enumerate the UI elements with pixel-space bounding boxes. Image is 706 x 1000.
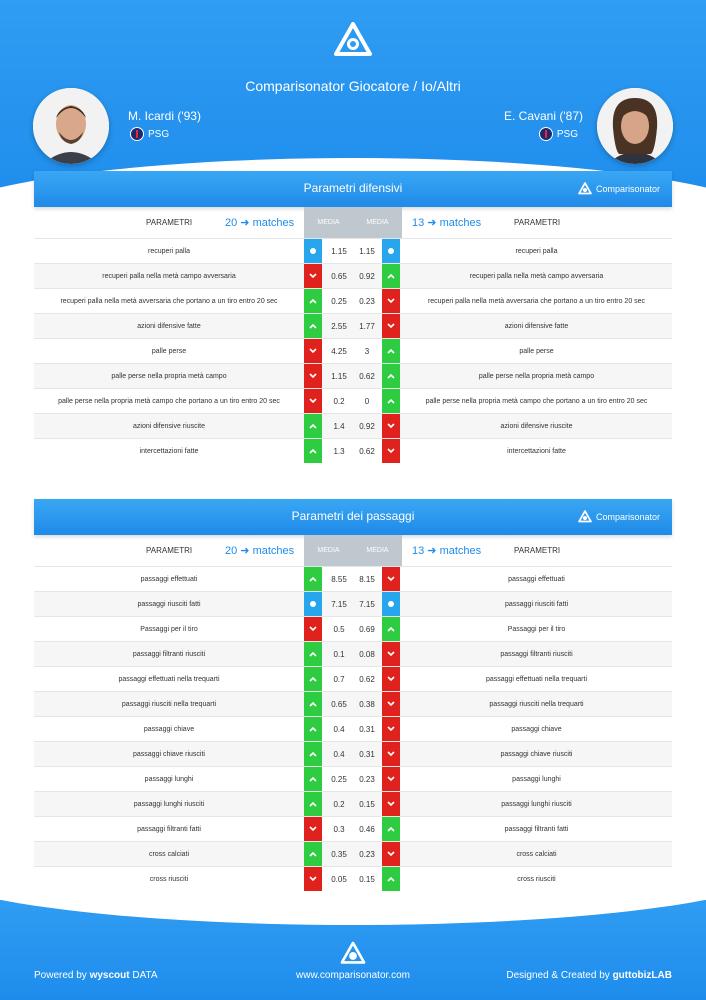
stat-label-left: azioni difensive fatte	[137, 323, 201, 330]
up-indicator-icon	[304, 842, 322, 866]
stat-row	[34, 791, 672, 816]
comparisonator-small-icon	[578, 182, 592, 196]
stat-label-left: Passaggi per il tiro	[140, 626, 198, 633]
player-right-club-label: PSG	[556, 128, 578, 140]
stat-value-left: 0.05	[331, 875, 347, 884]
stat-value-right: 0.92	[359, 272, 375, 281]
stat-label-right: azioni difensive fatte	[504, 323, 569, 330]
stat-row	[34, 263, 672, 288]
stat-value-right: 0	[364, 397, 370, 406]
comparisonator-logo-icon	[333, 22, 373, 62]
stat-label-right: passaggi filtranti riusciti	[500, 651, 573, 658]
stat-label-right: passaggi chiave riusciti	[500, 751, 573, 758]
stat-value-left: 4.25	[331, 347, 347, 356]
stat-label-left: intercettazioni fatte	[139, 448, 199, 455]
up-indicator-icon	[304, 692, 322, 716]
stat-label-left: passaggi filtranti fatti	[137, 826, 201, 833]
section-passing	[34, 499, 672, 891]
left-param-header: PARAMETRI	[146, 546, 193, 555]
stat-value-left: 2.55	[331, 322, 347, 331]
down-indicator-icon	[304, 364, 322, 388]
stat-value-right: 0.31	[359, 725, 375, 734]
stat-label-left: passaggi lunghi riusciti	[133, 801, 205, 808]
stat-label-left: passaggi riusciti fatti	[137, 601, 201, 608]
down-indicator-icon	[382, 842, 400, 866]
stat-value-right: 0.23	[359, 850, 375, 859]
stat-label-left: passaggi chiave	[143, 726, 195, 733]
stat-value-left: 0.35	[331, 850, 347, 859]
stat-row	[34, 741, 672, 766]
stat-row	[34, 413, 672, 438]
down-indicator-icon	[382, 717, 400, 741]
stat-label-right: Passaggi per il tiro	[507, 626, 566, 633]
column-header	[34, 207, 672, 238]
down-indicator-icon	[382, 692, 400, 716]
up-indicator-icon	[382, 339, 400, 363]
stat-label-right: passaggi riusciti nella trequarti	[489, 701, 584, 708]
stat-value-right: 7.15	[359, 600, 375, 609]
right-param-header: PARAMETRI	[514, 218, 561, 227]
stat-value-left: 1.4	[333, 422, 345, 431]
stat-value-left: 1.15	[331, 372, 347, 381]
stat-row	[34, 238, 672, 263]
up-indicator-icon	[382, 264, 400, 288]
brand-label: Comparisonator	[595, 184, 660, 194]
stat-row	[34, 438, 672, 463]
right-media-header: MEDIA	[353, 535, 402, 566]
stat-label-right: azioni difensive riuscite	[500, 423, 573, 430]
stat-value-left: 0.3	[333, 825, 345, 834]
stat-value-left: 0.7	[333, 675, 345, 684]
down-indicator-icon	[304, 339, 322, 363]
stat-row	[34, 338, 672, 363]
wyscout-logo: wyscout	[89, 970, 130, 981]
stat-label-right: recuperi palla	[515, 248, 558, 255]
stat-label-right: passaggi effettuati nella trequarti	[485, 676, 588, 683]
up-indicator-icon	[382, 389, 400, 413]
stat-value-right: 0.15	[359, 875, 375, 884]
down-indicator-icon	[304, 617, 322, 641]
down-indicator-icon	[382, 767, 400, 791]
stat-value-right: 0.62	[359, 675, 375, 684]
column-header	[34, 535, 672, 566]
left-param-header: PARAMETRI	[146, 218, 193, 227]
up-indicator-icon	[382, 617, 400, 641]
stat-label-left: recuperi palla	[147, 248, 191, 255]
stat-value-left: 0.4	[333, 750, 345, 759]
up-indicator-icon	[304, 567, 322, 591]
stat-value-right: 0.62	[359, 372, 375, 381]
section-title: Parametri dei passaggi	[291, 509, 415, 523]
stat-label-right: passaggi lunghi riusciti	[501, 801, 572, 808]
stat-value-right: 8.15	[359, 575, 375, 584]
psg-crest-icon	[539, 127, 553, 141]
stat-label-right: passaggi chiave	[511, 726, 562, 733]
page-title: Comparisonator Giocatore / Io/Altri	[245, 78, 461, 94]
stat-rows	[34, 238, 672, 463]
stat-label-right: cross riusciti	[517, 876, 556, 883]
stat-value-right: 0.15	[359, 800, 375, 809]
stat-label-left: palle perse	[151, 348, 187, 355]
equal-indicator-icon	[382, 592, 400, 616]
stat-label-left: cross riusciti	[149, 876, 189, 883]
stat-label-left: passaggi effettuati	[140, 576, 198, 583]
stat-value-left: 8.55	[331, 575, 347, 584]
up-indicator-icon	[304, 742, 322, 766]
stat-value-right: 0.08	[359, 650, 375, 659]
down-indicator-icon	[304, 389, 322, 413]
left-matches: 20 ➜ matches	[225, 217, 295, 229]
stat-row	[34, 766, 672, 791]
stat-value-left: 0.1	[333, 650, 345, 659]
stat-value-right: 0.23	[359, 775, 375, 784]
stat-value-left: 0.5	[333, 625, 345, 634]
stat-label-right: recuperi palla nella metà avversaria che portano a un tiro entro 20 sec	[427, 298, 646, 305]
stat-value-left: 0.4	[333, 725, 345, 734]
up-indicator-icon	[382, 364, 400, 388]
stat-value-right: 1.77	[359, 322, 375, 331]
up-indicator-icon	[304, 717, 322, 741]
down-indicator-icon	[382, 642, 400, 666]
stat-value-left: 1.3	[333, 447, 345, 456]
left-media-header: MEDIA	[304, 207, 353, 238]
comparisonator-small-icon	[578, 510, 592, 524]
stat-row	[34, 691, 672, 716]
player-left-avatar	[33, 88, 109, 164]
down-indicator-icon	[382, 667, 400, 691]
powered-by: Powered by wyscout DATA	[34, 970, 158, 981]
player-right-name: E. Cavani ('87)	[504, 109, 583, 123]
stat-label-right: passaggi filtranti fatti	[504, 826, 569, 833]
stat-row	[34, 566, 672, 591]
down-indicator-icon	[382, 742, 400, 766]
stat-row	[34, 591, 672, 616]
stat-label-left: palle perse nella propria metà campo	[111, 373, 227, 380]
stat-label-right: palle perse	[519, 348, 554, 355]
section-header	[34, 171, 672, 207]
stat-row	[34, 288, 672, 313]
stat-row	[34, 816, 672, 841]
guttobizlab-logo: guttobizLAB	[612, 970, 672, 981]
up-indicator-icon	[304, 314, 322, 338]
right-matches: 13 ➜ matches	[412, 217, 482, 229]
stat-label-right: passaggi riusciti fatti	[504, 601, 569, 608]
stat-row	[34, 363, 672, 388]
stat-row	[34, 866, 672, 891]
down-indicator-icon	[382, 314, 400, 338]
player-right-club	[539, 127, 578, 141]
player-left-club	[130, 127, 169, 141]
stat-value-right: 0.31	[359, 750, 375, 759]
stat-label-left: recuperi palla nella metà avversaria che portano a un tiro entro 20 sec	[60, 298, 278, 305]
brand-label: Comparisonator	[595, 512, 660, 522]
down-indicator-icon	[382, 792, 400, 816]
left-matches: 20 ➜ matches	[225, 545, 295, 557]
stat-value-right: 0.92	[359, 422, 375, 431]
equal-indicator-icon	[382, 239, 400, 263]
up-indicator-icon	[304, 792, 322, 816]
up-indicator-icon	[304, 439, 322, 463]
stat-value-left: 7.15	[331, 600, 347, 609]
brand-badge	[578, 182, 660, 196]
stat-label-left: palle perse nella propria metà campo che portano a un tiro entro 20 sec	[58, 398, 280, 405]
up-indicator-icon	[382, 867, 400, 891]
down-indicator-icon	[382, 289, 400, 313]
brand-badge	[578, 510, 660, 524]
down-indicator-icon	[382, 439, 400, 463]
stat-label-right: cross calciati	[516, 851, 557, 858]
stat-value-right: 1.15	[359, 247, 375, 256]
up-indicator-icon	[382, 817, 400, 841]
stat-value-right: 3	[364, 347, 370, 356]
player-right-avatar	[597, 88, 673, 164]
stat-label-left: passaggi effettuati nella trequarti	[118, 676, 220, 683]
player-left-name: M. Icardi ('93)	[128, 109, 201, 123]
equal-indicator-icon	[304, 592, 322, 616]
down-indicator-icon	[304, 817, 322, 841]
stat-value-right: 0.62	[359, 447, 375, 456]
stat-label-right: passaggi effettuati	[508, 576, 565, 583]
stat-value-right: 0.46	[359, 825, 375, 834]
stat-row	[34, 388, 672, 413]
right-media-header: MEDIA	[353, 207, 402, 238]
stat-row	[34, 641, 672, 666]
stat-label-left: passaggi chiave riusciti	[133, 751, 205, 758]
stat-label-left: azioni difensive riuscite	[133, 423, 205, 430]
stat-value-right: 0.23	[359, 297, 375, 306]
stat-value-left: 0.25	[331, 775, 347, 784]
stat-row	[34, 716, 672, 741]
right-matches: 13 ➜ matches	[412, 545, 482, 557]
section-title: Parametri difensivi	[303, 181, 403, 195]
down-indicator-icon	[382, 414, 400, 438]
down-indicator-icon	[304, 264, 322, 288]
stat-rows	[34, 566, 672, 891]
stat-row	[34, 666, 672, 691]
stat-label-left: cross calciati	[148, 851, 190, 858]
stat-label-left: passaggi filtranti riusciti	[132, 651, 206, 658]
right-param-header: PARAMETRI	[514, 546, 561, 555]
stat-label-right: recuperi palla nella metà campo avversaria	[469, 273, 604, 280]
stat-value-left: 1.15	[331, 247, 347, 256]
psg-crest-icon	[130, 127, 144, 141]
up-indicator-icon	[304, 767, 322, 791]
section-header	[34, 499, 672, 535]
stat-label-left: passaggi lunghi	[144, 776, 194, 783]
stat-value-right: 0.38	[359, 700, 375, 709]
stat-value-left: 0.2	[333, 800, 345, 809]
up-indicator-icon	[304, 289, 322, 313]
stat-row	[34, 313, 672, 338]
stat-value-left: 0.2	[333, 397, 345, 406]
credits: Designed & Created by guttobizLAB	[506, 970, 672, 981]
stat-row	[34, 616, 672, 641]
stat-value-right: 0.69	[359, 625, 375, 634]
equal-indicator-icon	[304, 239, 322, 263]
comparisonator-footer-logo-icon	[340, 941, 366, 967]
stat-value-left: 0.65	[331, 272, 347, 281]
down-indicator-icon	[304, 867, 322, 891]
up-indicator-icon	[304, 667, 322, 691]
down-indicator-icon	[382, 567, 400, 591]
stat-label-right: palle perse nella propria metà campo che portano a un tiro entro 20 sec	[425, 398, 648, 405]
player-left-club-label: PSG	[148, 128, 170, 140]
stat-value-left: 0.65	[331, 700, 347, 709]
stat-value-left: 0.25	[331, 297, 347, 306]
stat-label-right: intercettazioni fatte	[507, 448, 566, 455]
up-indicator-icon	[304, 642, 322, 666]
website-link[interactable]: www.comparisonator.com	[296, 970, 410, 981]
stat-label-left: passaggi riusciti nella trequarti	[121, 701, 217, 708]
stat-label-right: palle perse nella propria metà campo	[478, 373, 595, 380]
stat-row	[34, 841, 672, 866]
up-indicator-icon	[304, 414, 322, 438]
stat-label-right: passaggi lunghi	[512, 776, 561, 783]
left-media-header: MEDIA	[304, 535, 353, 566]
section-defensive	[34, 171, 672, 463]
stat-label-left: recuperi palla nella metà campo avversaria	[102, 273, 236, 280]
